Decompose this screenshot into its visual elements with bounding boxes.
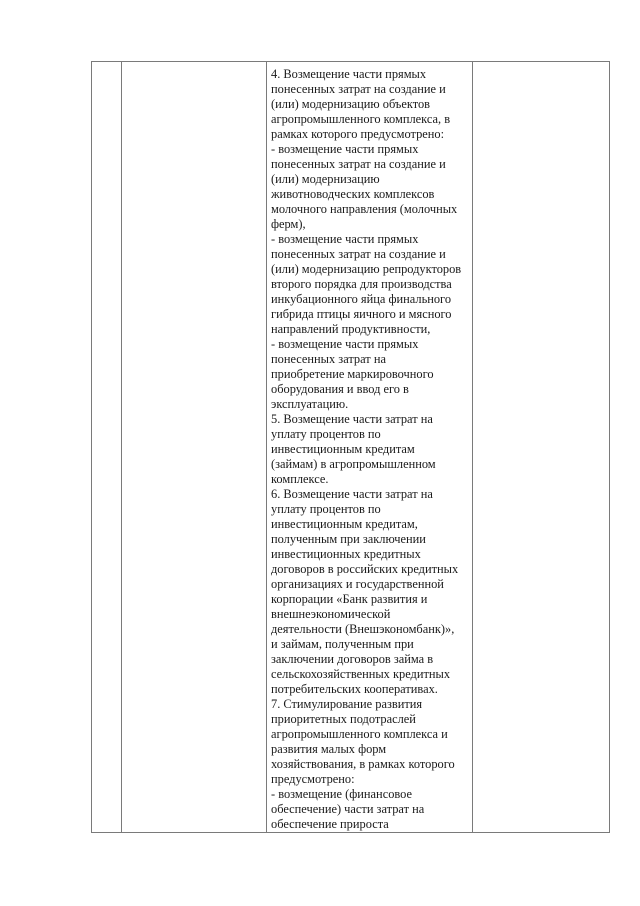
text-line: 6. Возмещение части затрат на <box>271 487 433 501</box>
text-line: понесенных затрат на создание и <box>271 82 446 96</box>
table-cell-notes <box>473 62 610 833</box>
text-line: комплексе. <box>271 472 329 486</box>
text-line: инвестиционным кредитам, <box>271 517 418 531</box>
text-line: агропромышленного комплекса, в <box>271 112 451 126</box>
text-line: развития малых форм <box>271 742 387 756</box>
text-line: - возмещение части прямых <box>271 337 419 351</box>
text-line: деятельности (Внешэкономбанк)», <box>271 622 455 636</box>
text-line: животноводческих комплексов <box>271 187 435 201</box>
text-line: - возмещение (финансовое <box>271 787 412 801</box>
text-line: эксплуатацию. <box>271 397 349 411</box>
text-line: заключении договоров займа в <box>271 652 434 666</box>
text-line: корпорации «Банк развития и <box>271 592 428 606</box>
text-line: ферм), <box>271 217 306 231</box>
text-line: второго порядка для производства <box>271 277 452 291</box>
table-cell-number <box>92 62 122 833</box>
text-line: (или) модернизацию <box>271 172 380 186</box>
text-line: - возмещение части прямых <box>271 142 419 156</box>
table-cell-measures <box>267 62 473 833</box>
text-line: гибрида птицы яичного и мясного <box>271 307 452 321</box>
text-line: договоров в российских кредитных <box>271 562 459 576</box>
document-table <box>91 61 610 833</box>
text-line: уплату процентов по <box>271 427 381 441</box>
text-line: и займам, полученным при <box>271 637 414 651</box>
text-line: хозяйствования, в рамках которого <box>271 757 455 771</box>
text-line: 7. Стимулирование развития <box>271 697 423 711</box>
text-line: молочного направления (молочных <box>271 202 458 216</box>
text-line: внешнеэкономической <box>271 607 391 621</box>
text-line: инвестиционных кредитных <box>271 547 421 561</box>
text-line: 4. Возмещение части прямых <box>271 67 427 81</box>
text-line: агропромышленного комплекса и <box>271 727 448 741</box>
text-line: потребительских кооперативах. <box>271 682 438 696</box>
text-line: оборудования и ввод его в <box>271 382 409 396</box>
text-line: организациях и государственной <box>271 577 444 591</box>
text-line: (или) модернизацию репродукторов <box>271 262 462 276</box>
text-line: обеспечение прироста <box>271 817 389 831</box>
text-line: полученным при заключении <box>271 532 426 546</box>
text-line: понесенных затрат на создание и <box>271 157 446 171</box>
table-cell-name <box>122 62 267 833</box>
text-line: (или) модернизацию объектов <box>271 97 430 111</box>
text-line: обеспечение) части затрат на <box>271 802 425 816</box>
text-line: рамках которого предусмотрено: <box>271 127 445 141</box>
text-line: предусмотрено: <box>271 772 355 786</box>
text-line: понесенных затрат на <box>271 352 386 366</box>
text-line: приобретение маркировочного <box>271 367 434 381</box>
text-line: сельскохозяйственных кредитных <box>271 667 451 681</box>
text-line: уплату процентов по <box>271 502 381 516</box>
text-line: направлений продуктивности, <box>271 322 431 336</box>
text-line: инвестиционным кредитам <box>271 442 415 456</box>
text-line: 5. Возмещение части затрат на <box>271 412 433 426</box>
text-line: приоритетных подотраслей <box>271 712 416 726</box>
table-row <box>92 62 610 833</box>
text-line: понесенных затрат на создание и <box>271 247 446 261</box>
text-line: инкубационного яйца финального <box>271 292 452 306</box>
text-line: - возмещение части прямых <box>271 232 419 246</box>
text-line: (займам) в агропромышленном <box>271 457 436 471</box>
measures-text <box>267 62 472 832</box>
